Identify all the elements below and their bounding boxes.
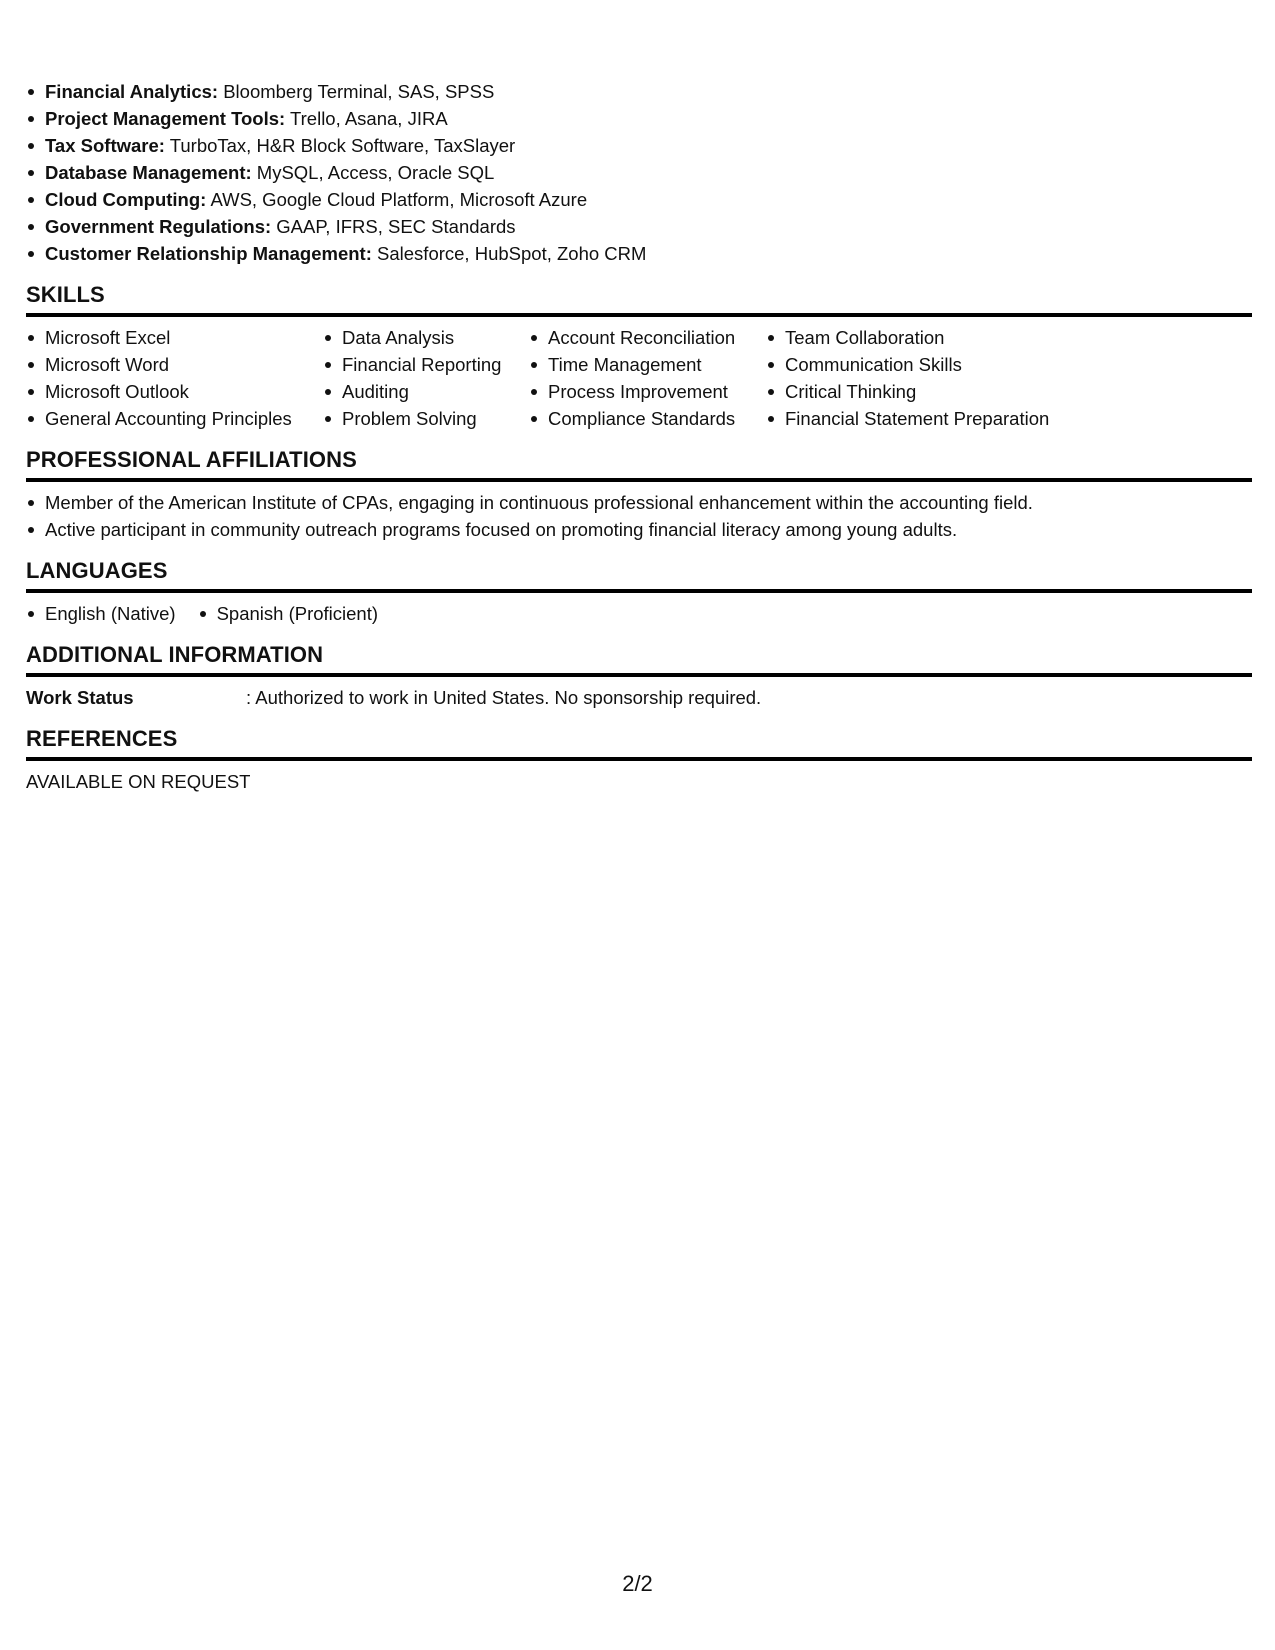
tool-category-label: Database Management: [45, 162, 252, 183]
tools-list [26, 78, 1252, 267]
tool-category-label: Financial Analytics: [45, 81, 219, 102]
references-text: AVAILABLE ON REQUEST [26, 771, 251, 792]
section-heading: ADDITIONAL INFORMATION [26, 641, 1252, 677]
skill-item: Data Analysis [323, 324, 529, 351]
language-item: English (Native) [26, 600, 176, 627]
affiliations-section [26, 446, 1252, 543]
skill-item: Financial Statement Preparation [766, 405, 1066, 432]
skills-column [529, 324, 766, 432]
list-item [26, 159, 1252, 186]
skill-item: Time Management [529, 351, 766, 378]
skills-section [26, 281, 1252, 432]
tool-category-label: Project Management Tools: [45, 108, 286, 129]
tool-category-value: TurboTax, H&R Block Software, TaxSlayer [169, 135, 516, 156]
skill-item: Microsoft Word [26, 351, 323, 378]
tool-category-label: Government Regulations: [45, 216, 272, 237]
section-heading: PROFESSIONAL AFFILIATIONS [26, 446, 1252, 482]
tool-category-label: Cloud Computing: [45, 189, 207, 210]
section-heading: SKILLS [26, 281, 1252, 317]
tool-category-value: Bloomberg Terminal, SAS, SPSS [223, 81, 495, 102]
affiliation-item: Active participant in community outreach programs focused on promoting financial literacy among young adults. [26, 516, 1252, 543]
skill-item: Process Improvement [529, 378, 766, 405]
skill-item: Team Collaboration [766, 324, 1066, 351]
skills-column [766, 324, 1066, 432]
skills-grid [26, 324, 1252, 432]
skill-item: Problem Solving [323, 405, 529, 432]
skill-item: Compliance Standards [529, 405, 766, 432]
list-item [26, 213, 1252, 240]
work-status-label: Work Status [26, 687, 134, 708]
languages-list [26, 600, 1252, 627]
language-item: Spanish (Proficient) [198, 600, 378, 627]
skills-column [323, 324, 529, 432]
tool-category-label: Customer Relationship Management: [45, 243, 372, 264]
work-status-value: : Authorized to work in United States. No sponsorship required. [246, 687, 762, 708]
skill-item: Auditing [323, 378, 529, 405]
skills-column [26, 324, 323, 432]
skill-item: General Accounting Principles [26, 405, 323, 432]
skill-item: Microsoft Outlook [26, 378, 323, 405]
tool-category-value: Trello, Asana, JIRA [290, 108, 448, 129]
resume-page [26, 78, 1252, 795]
list-item [26, 78, 1252, 105]
list-item [26, 186, 1252, 213]
affiliations-list [26, 489, 1252, 543]
tool-category-value: GAAP, IFRS, SEC Standards [276, 216, 516, 237]
page-number: 2/2 [622, 1571, 653, 1596]
skill-item: Microsoft Excel [26, 324, 323, 351]
affiliation-item: Member of the American Institute of CPAs, engaging in continuous professional enhancement within the accounting field. [26, 489, 1252, 516]
work-status-row [26, 684, 1252, 711]
list-item [26, 105, 1252, 132]
tool-category-value: Salesforce, HubSpot, Zoho CRM [377, 243, 647, 264]
languages-section [26, 557, 1252, 627]
skill-item: Critical Thinking [766, 378, 1066, 405]
skill-item: Account Reconciliation [529, 324, 766, 351]
section-heading: REFERENCES [26, 725, 1252, 761]
list-item [26, 240, 1252, 267]
tool-category-label: Tax Software: [45, 135, 165, 156]
tool-category-value: AWS, Google Cloud Platform, Microsoft Azure [210, 189, 588, 210]
additional-info-section [26, 641, 1252, 711]
section-heading: LANGUAGES [26, 557, 1252, 593]
list-item [26, 132, 1252, 159]
references-section [26, 725, 1252, 795]
skill-item: Financial Reporting [323, 351, 529, 378]
skill-item: Communication Skills [766, 351, 1066, 378]
tool-category-value: MySQL, Access, Oracle SQL [256, 162, 495, 183]
